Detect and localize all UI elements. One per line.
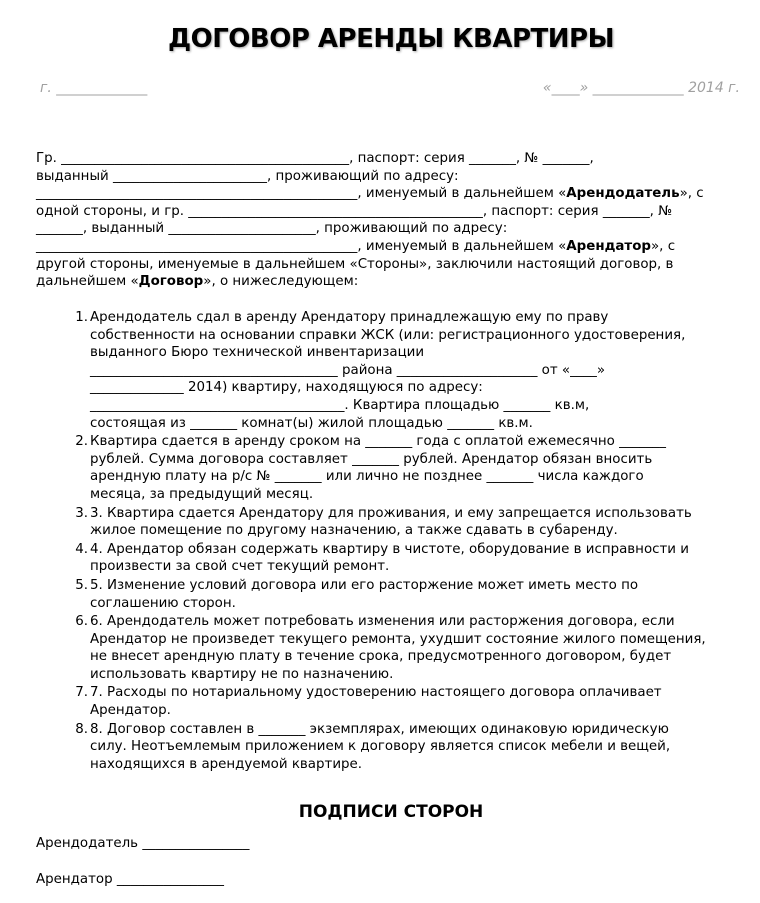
intro-line: дальнейшем «Договор», о нижеследующем:: [36, 274, 359, 290]
term-text: 8. Договор составлен в _______ экземплярах, имеющих одинаковую юридическую силу. Неотъемлемым приложением к договору является список мебели и вещей, находящихся в арендуемой квартире.: [90, 721, 671, 772]
term-text: Квартира сдается в аренду сроком на _______ года с оплатой ежемесячно _______ рублей. Сумма договора составляет _______ рублей. Арендатор обязан вносить арендную плату на р/с № _______ или лично не позднее _______ числа каждого месяца, за предыдущий месяц.: [90, 434, 666, 502]
term-item: [75, 613, 745, 683]
term-number: 7.: [75, 685, 88, 701]
term-text: 5. Изменение условий договора или его расторжение может иметь место по соглашению сторон.: [90, 577, 639, 611]
term-number: 8.: [75, 721, 88, 737]
intro-line: Гр. ___________________________________________, паспорт: серия _______, № _______,: [36, 151, 594, 166]
term-number: 3.: [75, 505, 88, 521]
intro-line: _______, выданный ______________________, проживающий по адресу:: [36, 221, 508, 237]
tenant-signature-line: Арендатор ________________: [36, 872, 224, 887]
intro-line: ________________________________________________, именуемый в дальнейшем «Арендодатель», с: [36, 186, 704, 202]
term-item: [75, 577, 745, 612]
place-field: г. _____________: [40, 80, 148, 96]
term-number: 1.: [75, 310, 88, 325]
term-item: [75, 309, 745, 432]
defined-term: Договор: [138, 274, 204, 290]
term-text: 4. Арендатор обязан содержать квартиру в чистоте, оборудование в исправности и произвести за свой счет текущий ремонт.: [90, 541, 689, 575]
defined-term: Арендодатель: [566, 186, 680, 202]
term-item: [75, 721, 745, 774]
terms-list: [75, 309, 745, 774]
landlord-signature-line: Арендодатель ________________: [36, 836, 250, 851]
intro-line: одной стороны, и гр. ____________________________________________, паспорт: серия _______, №: [36, 203, 673, 219]
term-text: 6. Арендодатель может потребовать изменения или расторжения договора, если Арендатор не произведет текущего ремонта, ухудшит состояние жилого помещения, не внесет арендную плату в течение срока, предусмотренного договором, будет использовать квартиру не по назначению.: [90, 614, 706, 682]
signatures-heading: ПОДПИСИ СТОРОН: [298, 802, 484, 822]
intro-line: другой стороны, именуемые в дальнейшем «Стороны», заключили настоящий договор, в: [36, 256, 674, 272]
term-number: 5.: [75, 577, 88, 593]
term-number: 6.: [75, 614, 88, 630]
term-item: [75, 541, 745, 576]
document-title: ДОГОВОР АРЕНДЫ КВАРТИРЫ: [167, 24, 615, 54]
intro-line: ________________________________________________, именуемый в дальнейшем «Арендатор», с: [36, 238, 676, 254]
term-text: Арендодатель сдал в аренду Арендатору принадлежащую ему по праву собственности на основании справки ЖСК (или: регистрационного удостоверения, выданного Бюро технической инвентаризации _____________________________________ района _____________________ от «____» ______________ 2014) квартиру, находящуюся по адресу: ______________________________________. Квартира площадью _______ кв.м, состоящая из _______ комнат(ы) жилой площадью _______ кв.м.: [90, 310, 686, 431]
term-number: 2.: [75, 434, 88, 450]
term-text: 7. Расходы по нотариальному удостоверению настоящего договора оплачивает Арендатор.: [90, 685, 662, 719]
term-item: [75, 433, 745, 503]
term-number: 4.: [75, 541, 88, 557]
term-text: 3. Квартира сдается Арендатору для проживания, и ему запрещается использовать жилое помещение по другому назначению, а также сдавать в субаренду.: [90, 505, 692, 539]
date-field: «____» _____________ 2014 г.: [542, 80, 740, 96]
intro-line: выданный _______________________, проживающий по адресу:: [36, 168, 459, 184]
defined-term: Арендатор: [566, 238, 651, 254]
parties-paragraph: [36, 150, 746, 291]
term-item: [75, 505, 745, 540]
term-item: [75, 684, 745, 719]
